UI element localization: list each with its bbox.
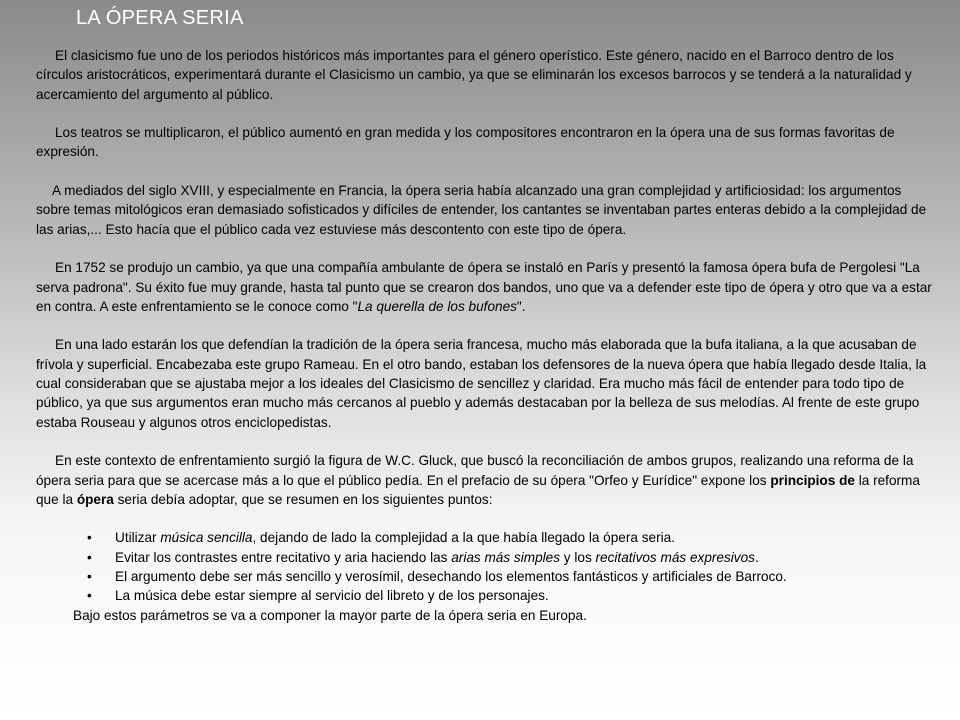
text-span: seria debía adoptar, que se resumen en los siguientes puntos: [113, 491, 493, 507]
text-span: En 1752 se produjo un cambio, ya que una compañía ambulante de ópera se instaló en París y presentó la famosa ópera bufa de Pergolesi "La serva padrona". Su éxito fue muy grande, hasta tal punto que se crearon dos bandos, uno que va a defender este tipo de ópera y otro que va a estar en contra. A este enfrentamiento se le conoce como " [36, 260, 932, 314]
bold-term: ópera [76, 491, 114, 507]
reform-principles-list [36, 528, 936, 605]
text-span: , dejando de lado la complejidad a la que había llegado la ópera seria. [252, 530, 675, 546]
italic-term: música sencilla [160, 530, 253, 546]
text-span: En este contexto de enfrentamiento surgió la figura de W.C. Gluck, que buscó la reconciliación de ambos grupos, realizando una reforma de la ópera seria para que se acercase más a lo que el público pedía. En el prefacio de su ópera "Orfeo y Eurídice" expone los [36, 453, 914, 488]
paragraph-intro: El clasicismo fue uno de los periodos históricos más importantes para el género operístico. Este género, nacido en el Barroco dentro de los círculos aristocráticos, experimentará durante el Clasicismo un cambio, ya que se eliminarán los excesos barrocos y se tenderá a la naturalidad y acercamiento del argumento al público. [36, 48, 912, 102]
list-item [79, 548, 936, 567]
paragraph-complejidad: A mediados del siglo XVIII, y especialmente en Francia, la ópera seria había alcanzado una gran complejidad y artificiosidad: los argumentos sobre temas mitológicos eran demasiado sofisticados y difíciles de entender, los cantantes se inventaban partes enteras debido a la complejidad de las arias,... Esto hacía que el público cada vez estuviese más descontento con este tipo de ópera. [36, 183, 927, 237]
closing-line: Bajo estos parámetros se va a componer la mayor parte de la ópera seria en Europa. [73, 607, 587, 623]
text-span: El argumento debe ser más sencillo y verosímil, desechando los elementos fantásticos y artificiales de Barroco. [115, 569, 787, 585]
text-span: Evitar los contrastes entre recitativo y aria haciendo las [115, 549, 452, 565]
text-span: y los [560, 549, 596, 565]
text-span: la reforma que la [36, 472, 920, 507]
text-span: . [754, 549, 759, 565]
paragraph-bandos: En una lado estarán los que defendían la tradición de la ópera seria francesa, mucho más elaborada que la bufa italiana, a la que acusaban de frívola y superficial. Encabezaba este grupo Rameau. En el otro bando, estaban los defensores de la nueva ópera que había llegado desde Italia, la cual consideraban que se ajustaba mejor a los ideales del Clasicismo de sencillez y claridad. Era mucho más fácil de entender para todo tipo de público, ya que sus argumentos eran mucho más cercanos al pueblo y además destacaban por la belleza de sus melodías. Al frente de este grupo estaba Rouseau y algunos otros enciclopedistas. [36, 337, 927, 430]
article-body [36, 46, 936, 644]
italic-term: arias más simples [451, 549, 561, 565]
text-span: ". [516, 298, 526, 314]
text-span: Utilizar [115, 530, 161, 546]
paragraph-teatros: Los teatros se multiplicaron, el público aumentó en gran medida y los compositores encontraron en la ópera una de sus formas favoritas de expresión. [36, 125, 895, 160]
list-item [79, 528, 936, 547]
text-span: La música debe estar siempre al servicio del libreto y de los personajes. [115, 588, 549, 604]
bold-term: principios de [770, 472, 855, 488]
paragraph-cambio-1752 [36, 258, 936, 316]
italic-term: La querella de los bufones [357, 298, 517, 314]
paragraph-gluck [36, 451, 936, 509]
italic-term: recitativos más expresivos [595, 549, 755, 565]
list-item [79, 567, 936, 586]
list-item [79, 586, 936, 605]
page-title: LA ÓPERA SERIA [76, 7, 244, 29]
